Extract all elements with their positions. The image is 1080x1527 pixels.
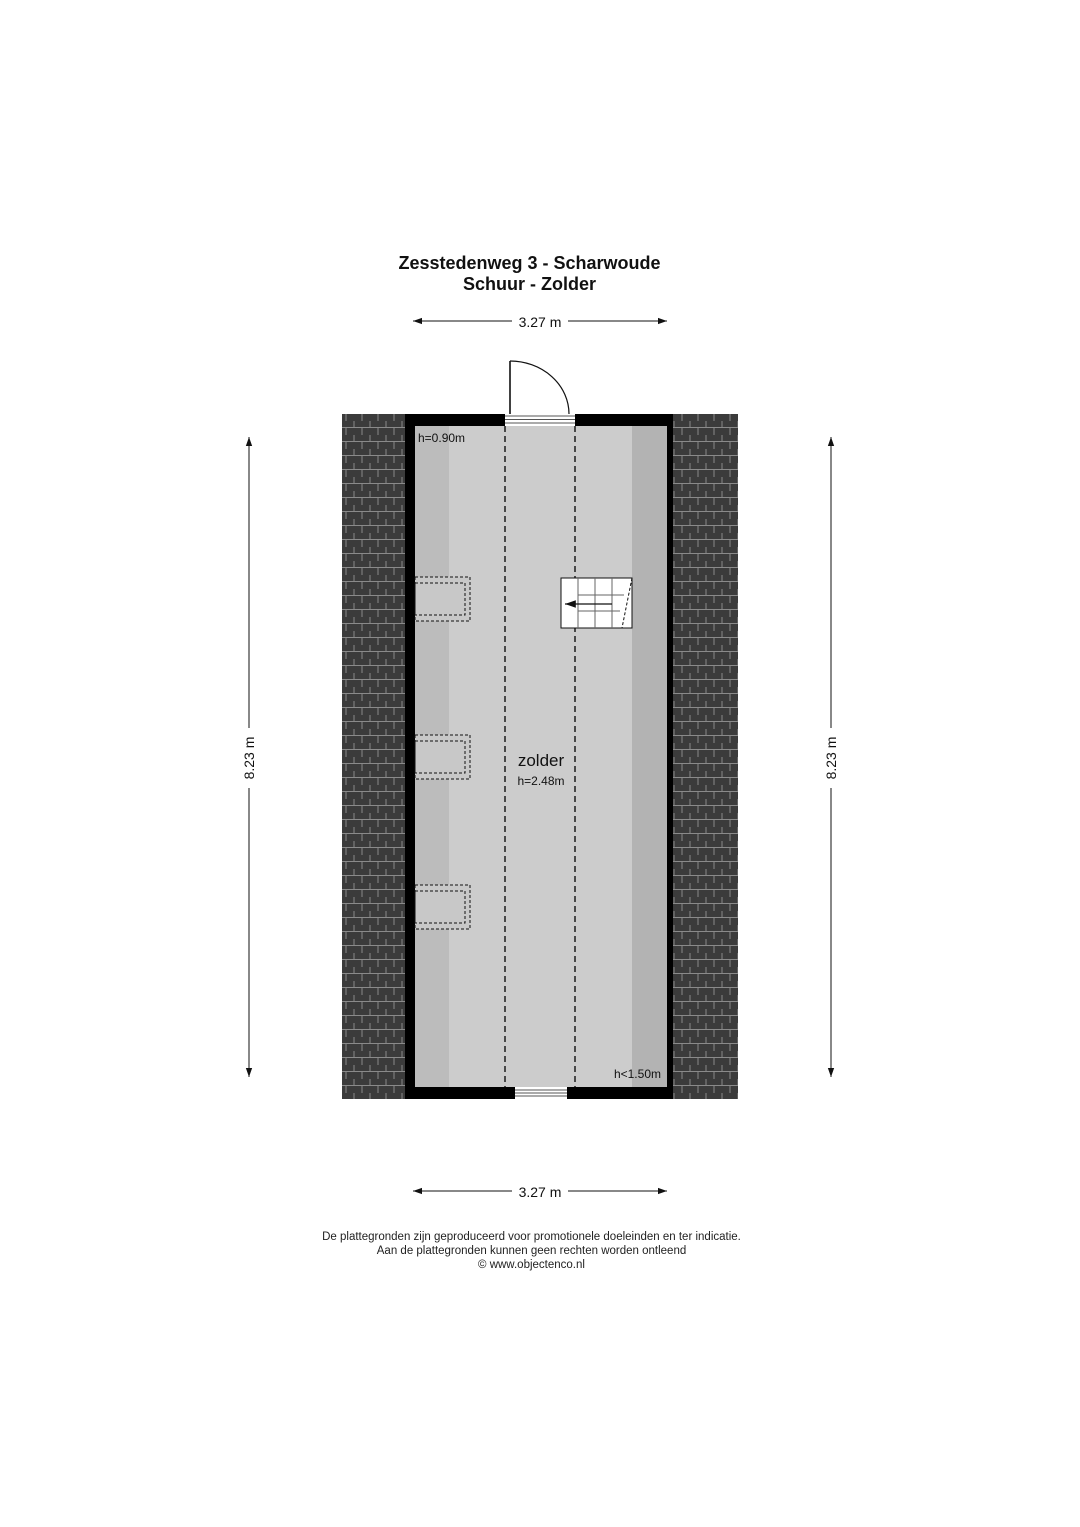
copyright-line: © www.objectenco.nl bbox=[478, 1259, 585, 1271]
roof-tiles-right bbox=[673, 414, 738, 1099]
dimension-left-label: 8.23 m bbox=[241, 736, 257, 780]
plan-title: Zesstedenweg 3 - Scharwoude bbox=[398, 253, 661, 273]
door bbox=[505, 361, 575, 426]
dimension-bottom-label: 3.27 m bbox=[518, 1184, 562, 1200]
roof-tiles-left bbox=[342, 414, 406, 1099]
height-low-label: h=0.90m bbox=[418, 431, 466, 445]
dimension-top-label: 3.27 m bbox=[518, 314, 562, 330]
disclaimer-line-2: Aan de plattegronden kunnen geen rechten worden ontleend bbox=[376, 1245, 687, 1257]
roof-window-3 bbox=[415, 885, 470, 929]
dimension-bottom bbox=[413, 1184, 667, 1200]
staircase bbox=[561, 578, 632, 628]
disclaimer-line-1: De plattegronden zijn geproduceerd voor promotionele doeleinden en ter indicatie. bbox=[322, 1231, 741, 1243]
dimension-left bbox=[241, 437, 257, 1077]
dimension-top bbox=[413, 314, 667, 330]
dimension-right bbox=[823, 437, 839, 1077]
low-ceiling-zone-right bbox=[632, 426, 667, 1087]
plan-subtitle: Schuur - Zolder bbox=[462, 274, 596, 294]
room-height: h=2.48m bbox=[517, 774, 565, 788]
roof-window-2 bbox=[415, 735, 470, 779]
dimension-right-label: 8.23 m bbox=[823, 736, 839, 780]
roof-window-1 bbox=[415, 577, 470, 621]
room-name: zolder bbox=[517, 751, 565, 770]
window-bottom bbox=[515, 1087, 567, 1099]
height-limit-label: h<1.50m bbox=[613, 1067, 661, 1081]
